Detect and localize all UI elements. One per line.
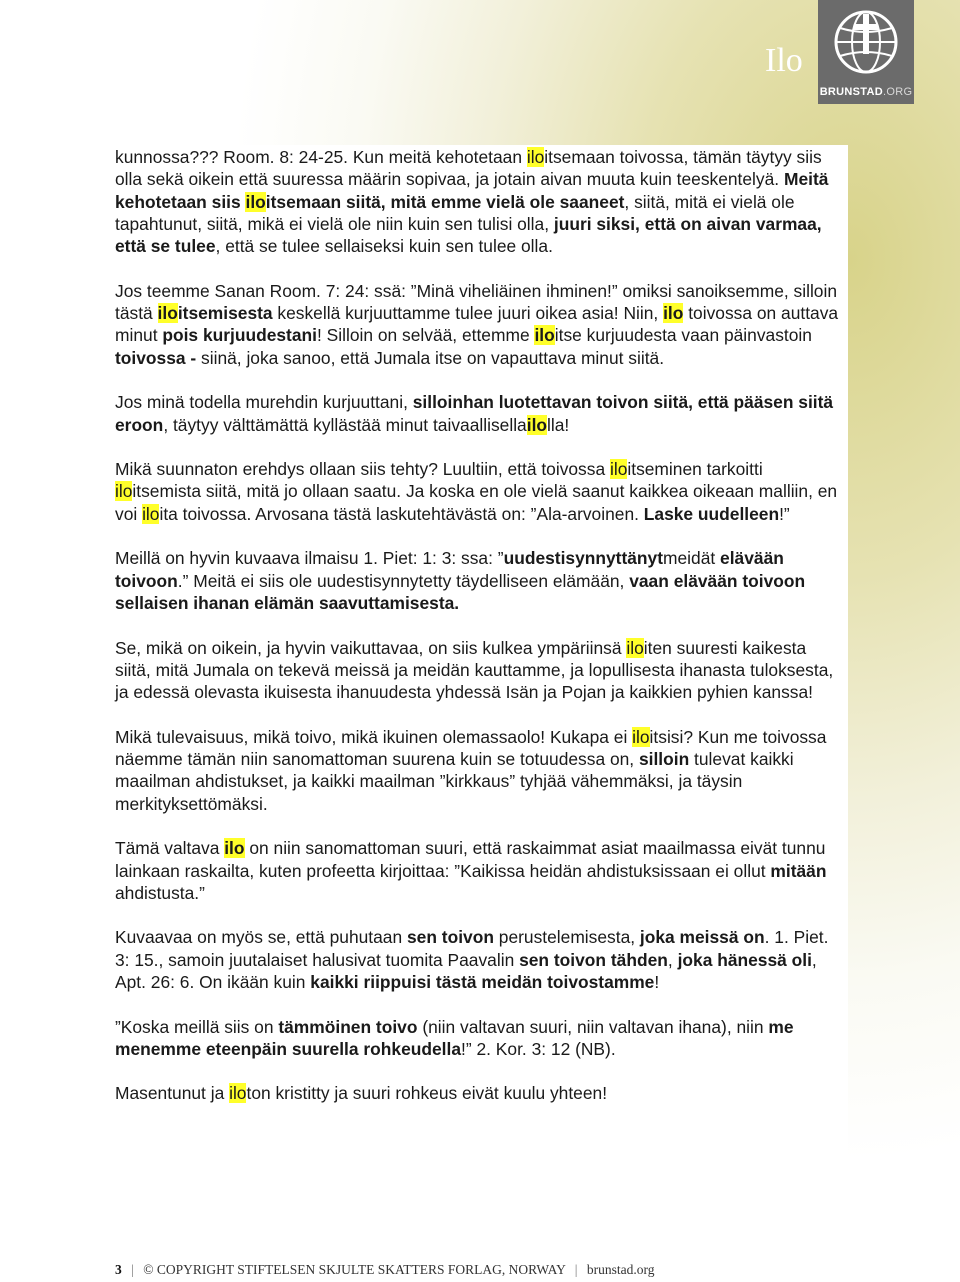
text-run: tulevat kaikki maailman ahdistukset, ja kaikki maailman ”kirkkaus” tyhjää vähemmäksi, ja täysin merkityksettömäksi. [115,749,794,814]
text-run: itsisi? Kun me toivossa näemme tämän niin sanomattoman suurena kuin se totuudessa on, [115,726,827,770]
bold-text: juuri siksi, että on aivan varmaa, että se tulee [115,213,822,257]
text-run: (niin valtavan suuri, niin valtavan ihana), niin [417,1016,769,1037]
text-run: , siitä, mitä ei vielä ole tapahtunut, siitä, mikä ei vielä ole niin kuin sen tulisi olla, [115,191,795,234]
bold-text: silloinhan luotettavan toivon siitä, että pääsen siitä eroon [115,392,834,435]
bold-text: sen toivon tähden [519,949,668,970]
paragraph [115,146,845,257]
bold-text: uudestisynnyttänyt [503,548,664,569]
paragraph [115,726,845,815]
bold-text: elävään toivoon [115,548,784,591]
highlighted-word: ilo [229,1083,247,1104]
highlighted-word: ilo [224,838,245,859]
highlighted-word: ilo [157,303,178,324]
text-run: ! [654,971,660,992]
text-run: Mikä suunnaton erehdys ollaan siis tehty? Luultiin, että toivossa [115,459,610,480]
text-run: ! Silloin on selvää, ettemme [316,325,535,346]
highlighted-word: ilo [663,303,684,324]
text-run: Jos minä todella murehdin kurjuuttani, [115,392,413,413]
bold-text: vaan elävään toivoon sellaisen ihanan elämän saavuttamisesta. [115,570,806,613]
text-run: Kuvaavaa on myös se, että puhutaan [115,927,407,948]
text-run: Mikä tulevaisuus, mikä toivo, mikä ikuinen olemassaolo! Kukapa ei [115,726,633,747]
footer-copyright: © COPYRIGHT STIFTELSEN SKJULTE SKATTERS FORLAG, NORWAY [143,1262,566,1277]
text-run: Meillä on hyvin kuvaava ilmaisu 1. Piet: 1: 3: ssa: ” [115,548,504,569]
text-run: meidät [663,548,721,569]
text-run: itse kurjuudesta vaan päinvastoin [554,325,812,346]
paragraph [115,280,845,369]
bold-text: Meitä kehotetaan siis [115,169,829,212]
page-number: 3 [115,1262,122,1277]
text-run: lla! [547,414,570,435]
text-run: itsemaan toivossa, tämän täytyy siis olla sekä oikein että suuressa määrin sopivaa, ja jotain aivan muuta kuin teeskentelyä. [115,147,822,190]
bold-text: pois kurjuudestani [162,325,317,346]
brunstad-logo[interactable] [818,0,914,104]
highlighted-word: ilo [609,459,628,480]
text-run: toivossa on auttava minut [115,303,839,346]
logo-wordmark: BRUNSTAD.ORG [819,86,913,98]
text-run: , Apt. 26: 6. On ikään kuin [115,949,817,992]
text-run: , [667,949,678,970]
highlighted-word: ilo [534,325,555,346]
text-run: , että se tulee sellaiseksi kuin sen tulee olla. [215,236,553,257]
footer-site-link[interactable]: brunstad.org [586,1262,655,1277]
paragraph [115,1016,845,1061]
highlighted-word: ilo [115,481,133,502]
highlighted-word: ilo [526,147,545,167]
text-run: Masentunut ja [115,1083,230,1104]
text-run: perustelemisesta, [493,927,640,948]
bold-text: toivossa - [115,347,197,368]
text-run: kunnossa??? Room. 8: 24-25. Kun meitä kehotetaan [115,147,527,167]
paragraph [115,637,845,704]
highlighted-word: ilo [142,503,160,524]
bold-text: silloin [638,749,690,770]
bold-text: joka meissä on [639,927,765,948]
paragraph [115,837,845,904]
text-run: !” 2. Kor. 3: 12 (NB). [461,1038,616,1059]
document-body [115,146,845,1127]
text-run: ”Koska meillä siis on [115,1016,279,1037]
text-run: ita toivossa. Arvosana tästä laskutehtävästä on: ”Ala-arvoinen. [159,503,644,524]
bold-text: me menemme eteenpäin suurella rohkeudella [115,1016,794,1059]
text-run: .” Meitä ei siis ole uudestisynnytetty täydelliseen elämään, [177,570,630,591]
highlighted-word: ilo [626,637,644,658]
bold-text: tämmöinen toivo [278,1016,418,1037]
bold-text: mitään [770,860,827,881]
text-run: . 1. Piet. 3: 15., samoin juutalaiset halusivat tuomita Paavalin [115,927,829,970]
text-run: !” [779,503,790,524]
text-run: Tämä valtava [115,838,225,859]
bold-text: itsemisesta [177,303,273,324]
text-run: Jos teemme Sanan Room. 7: 24: ssä: ”Minä viheliäinen ihminen!” omiksi sanoiksemme, silloin tästä [115,280,838,324]
bold-text: itsemaan siitä, mitä emme vielä ole saaneet [265,191,625,212]
highlighted-word: ilo [245,191,266,212]
text-run: on niin sanomattoman suuri, että raskaimmat asiat maailmassa eivät tunnu lainkaan raskailta, kuten profeetta kirjoittaa: ”Kaikissa heidän ahdistuksissaan ei ollut [115,838,826,881]
text-run: ahdistusta.” [115,882,205,903]
text-run: keskellä kurjuuttamme tulee juuri oikea asia! Niin, [272,303,664,324]
paragraph [115,458,845,525]
paragraph [115,547,845,614]
bold-text: joka hänessä oli [677,949,812,970]
highlighted-word: ilo [526,414,548,435]
text-run: siinä, joka sanoo, että Jumala itse on vapauttava minut siitä. [196,347,665,368]
text-run: Se, mikä on oikein, ja hyvin vaikuttavaa, on siis kulkea ympäriinsä [115,637,627,658]
paragraph [115,1082,845,1104]
text-run: , täytyy välttämättä kyllästää minut taivaallisella [163,414,527,435]
bold-text: Laske uudelleen [643,503,780,524]
text-run: itseminen tarkoitti [627,459,763,480]
text-run: iten suuresti kaikesta siitä, mitä Jumala on tekevä meissä ja meidän kauttamme, ja lopullisesta ihanasta tuloksesta, ja edessä olevasta ikuisesta ihanuudesta yhdessä Isän ja Pojan ja kaikkien pyhien kanssa! [115,637,834,703]
bold-text: sen toivon [406,927,494,948]
bold-text: kaikki riippuisi tästä meidän toivostamme [310,971,655,992]
text-run: itsemista siitä, mitä jo ollaan saatu. Ja koska en ole vielä saanut kaikkea oikeaan malliin, en voi [115,481,838,524]
footer-separator: | [574,1262,578,1277]
page-footer [115,1262,654,1278]
footer-separator: | [131,1262,134,1277]
globe-icon [828,6,904,78]
paragraph [115,391,845,436]
page-title: Ilo [765,42,803,79]
highlighted-word: ilo [632,726,650,747]
text-run: ton kristitty ja suuri rohkeus eivät kuulu yhteen! [246,1083,608,1104]
paragraph [115,926,845,993]
